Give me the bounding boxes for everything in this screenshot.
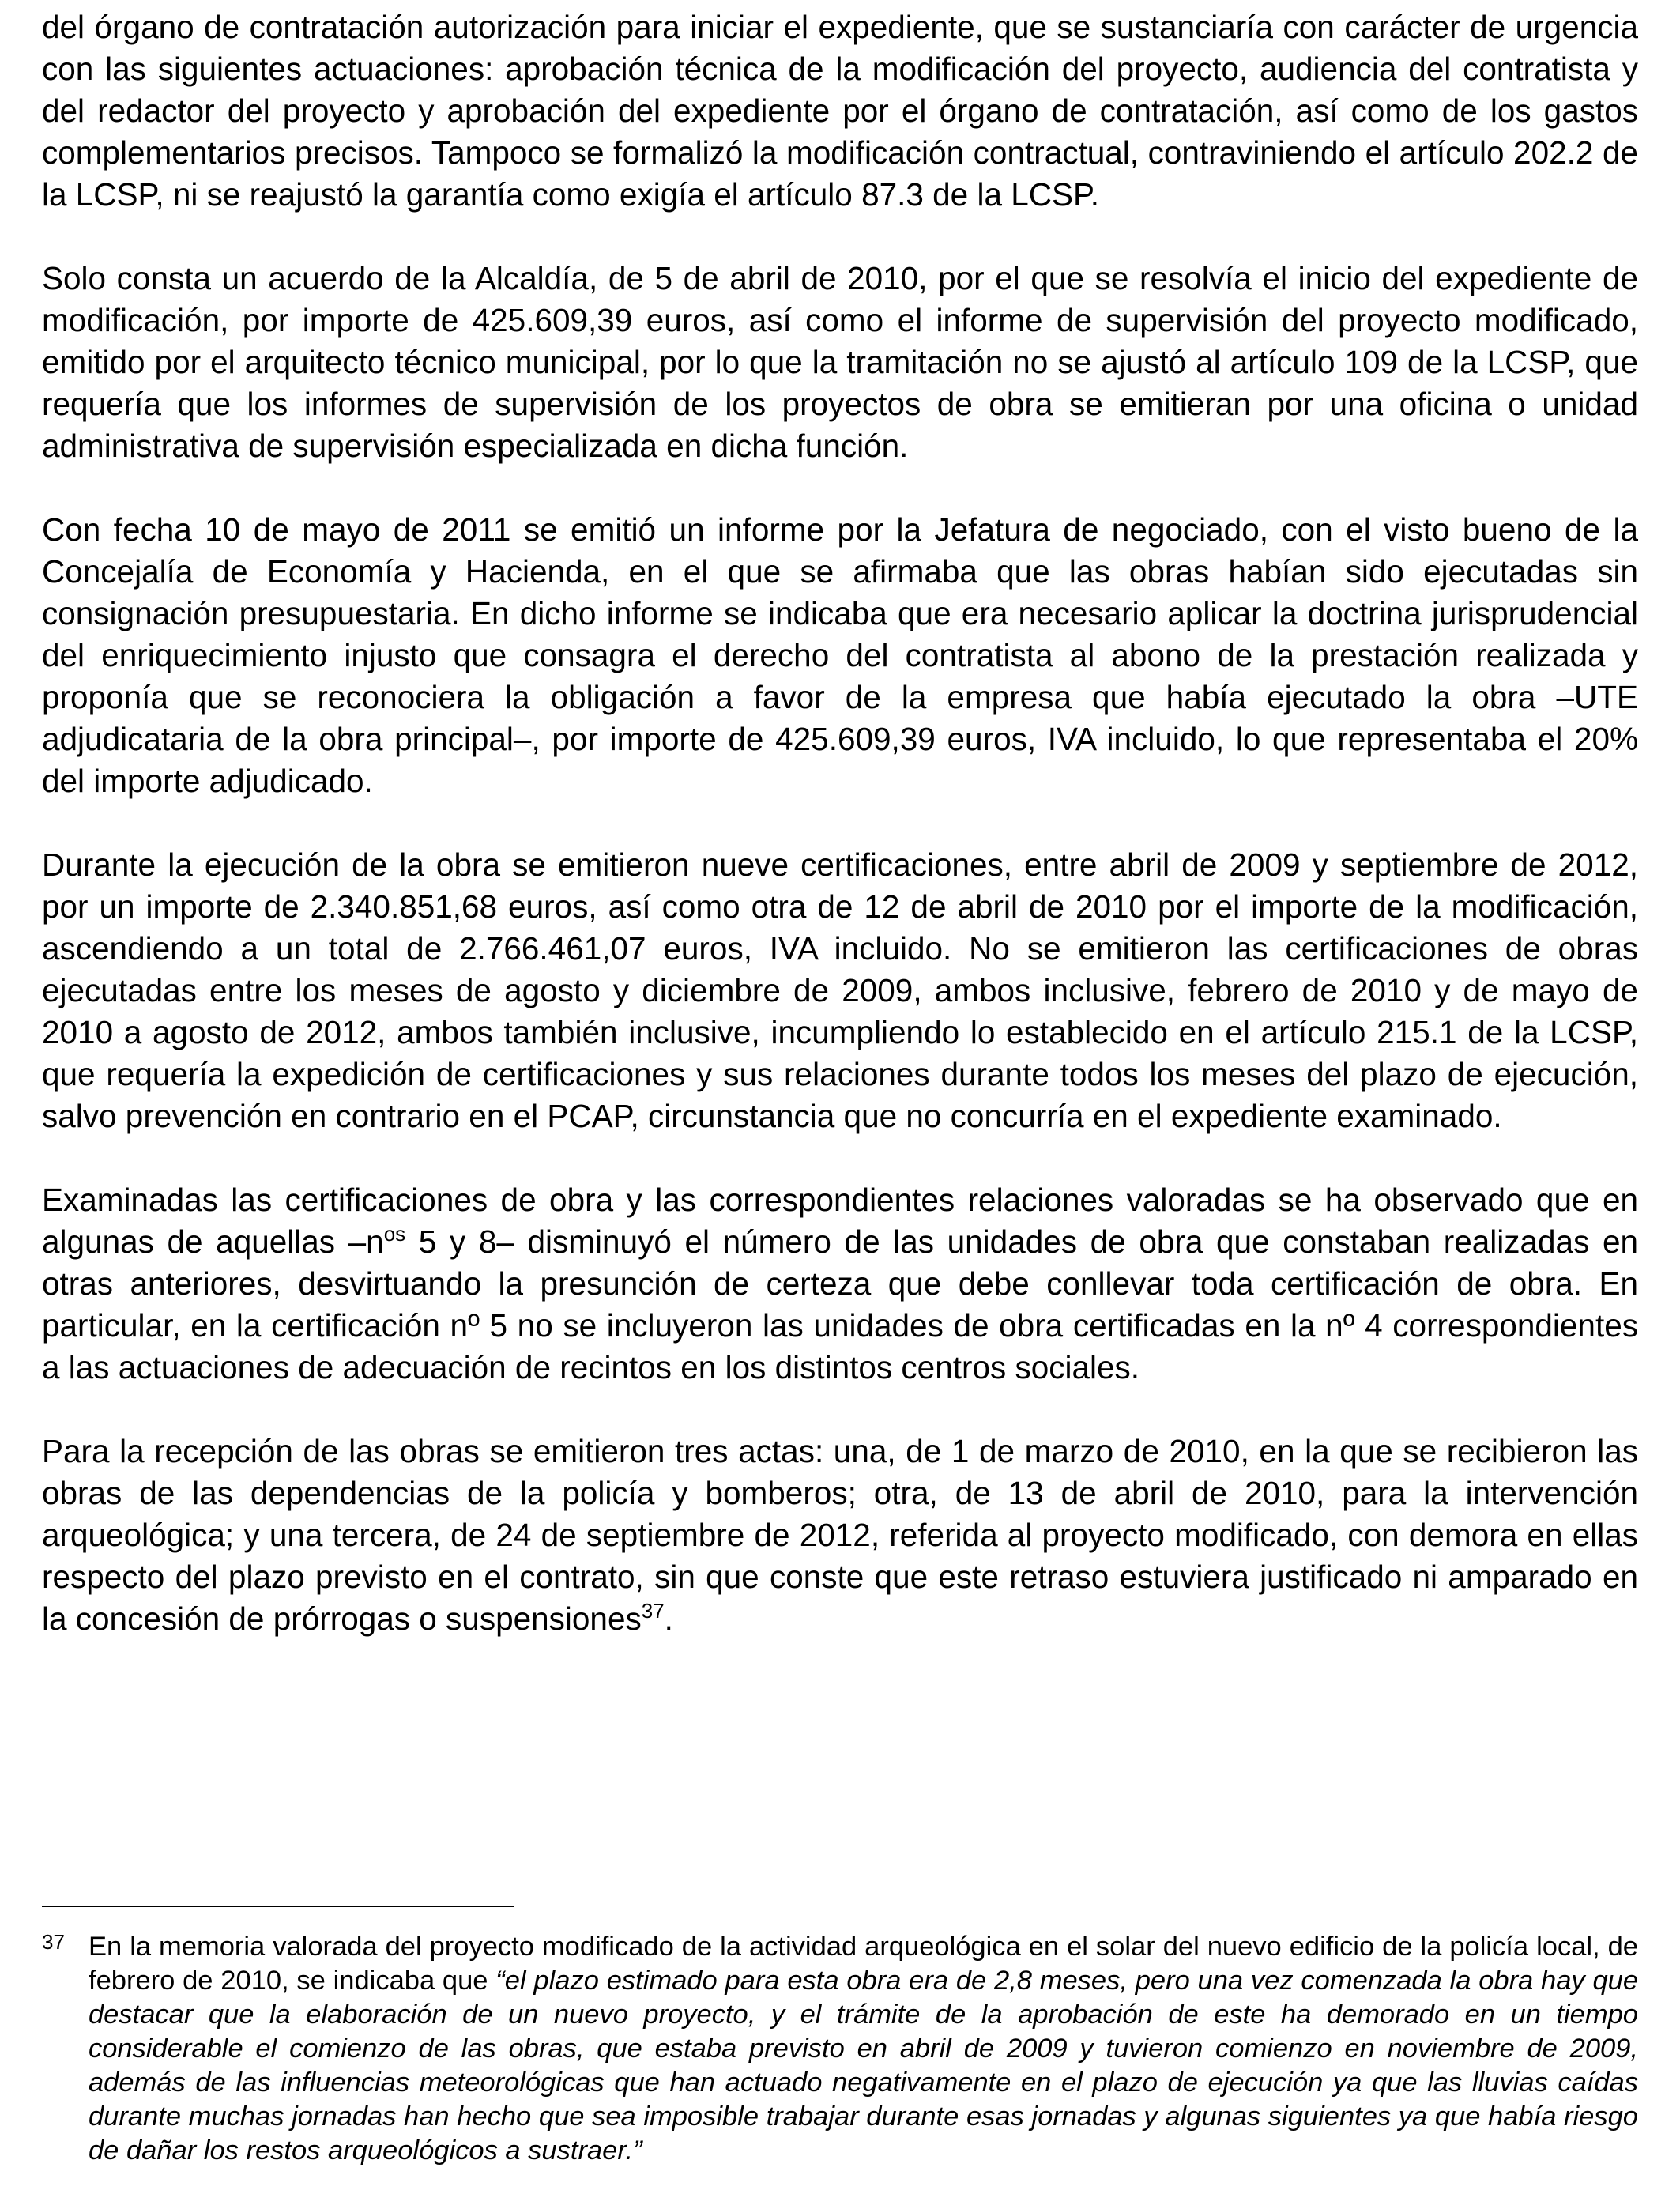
paragraph-2: Solo consta un acuerdo de la Alcaldía, de 5 de abril de 2010, por el que se resolvía el inicio del expediente de modificación, por importe de 425.609,39 euros, así como el informe de supervisión del proyecto modificado, emitido por el arquitecto técnico municipal, por lo que la tramitación no se ajustó al artículo 109 de la LCSP, que requería que los informes de supervisión de los proyectos de obra se emitieran por una oficina o unidad administrativa de supervisión especializada en dicha función.: [42, 260, 1638, 464]
paragraph-6: [42, 1431, 1638, 1640]
footnote-number: 37: [42, 1930, 65, 1954]
paragraph-5-text-before: Examinadas las certificaciones de obra y las correspondientes relaciones valoradas se ha observado que en algunas de aquellas –n: [42, 1182, 1638, 1260]
paragraph-4: Durante la ejecución de la obra se emitieron nueve certificaciones, entre abril de 2009 y septiembre de 2012, por un importe de 2.340.851,68 euros, así como otra de 12 de abril de 2010 por el importe de la modificación, ascendiendo a un total de 2.766.461,07 euros, IVA incluido. No se emitieron las certificaciones de obras ejecutadas entre los meses de agosto y diciembre de 2009, ambos inclusive, febrero de 2010 y de mayo de 2010 a agosto de 2012, ambos también inclusive, incumpliendo lo establecido en el artículo 215.1 de la LCSP, que requería la expedición de certificaciones y sus relaciones durante todos los meses del plazo de ejecución, salvo prevención en contrario en el PCAP, circunstancia que no concurría en el expediente examinado.: [42, 846, 1638, 1134]
body-text: [42, 6, 1638, 1640]
paragraph-5: [42, 1179, 1638, 1389]
paragraph-6-text-before: Para la recepción de las obras se emitieron tres actas: una, de 1 de marzo de 2010, en la que se recibieron las obras de las dependencias de la policía y bomberos; otra, de 13 de abril de 2010, para la intervención arqueológica; y una tercera, de 24 de septiembre de 2012, referida al proyecto modificado, con demora en ellas respecto del plazo previsto en el contrato, sin que conste que este retraso estuviera justificado ni amparado en la concesión de prórrogas o suspensiones: [42, 1433, 1638, 1637]
paragraph-6-text-after: .: [664, 1600, 673, 1637]
document-page: [42, 0, 1638, 2194]
paragraph-1: del órgano de contratación autorización para iniciar el expediente, que se sustanciaría con carácter de urgencia con las siguientes actuaciones: aprobación técnica de la modificación del proyecto, audiencia del contratista y del redactor del proyecto y aprobación del expediente por el órgano de contratación, así como de los gastos complementarios precisos. Tampoco se formalizó la modificación contractual, contraviniendo el artículo 202.2 de la LCSP, ni se reajustó la garantía como exigía el artículo 87.3 de la LCSP.: [42, 9, 1638, 213]
plural-number-superscript: os: [383, 1222, 406, 1246]
footnote-quote: “el plazo estimado para esta obra era de 2,8 meses, pero una vez comenzada la obra hay que destacar que la elaboración de un nuevo proyecto, y el trámite de la aprobación de este ha demorado en un tiempo considerable el comienzo de las obras, que estaba previsto en abril de 2009 y tuvieron comienzo en noviembre de 2009, además de las influencias meteorológicas que han actuado negativamente en el plazo de ejecución ya que las lluvias caídas durante muchas jornadas han hecho que sea imposible trabajar durante esas jornadas y algunas siguientes ya que había riesgo de dañar los restos arqueológicos a sustraer.”: [89, 1966, 1639, 2166]
footnote: [42, 1930, 1638, 2168]
footnote-separator: [42, 1906, 514, 1907]
footnote-text: [89, 1930, 1638, 2168]
footnote-reference[interactable]: 37: [641, 1599, 665, 1623]
paragraph-3: Con fecha 10 de mayo de 2011 se emitió un informe por la Jefatura de negociado, con el visto bueno de la Concejalía de Economía y Hacienda, en el que se afirmaba que las obras habían sido ejecutadas sin consignación presupuestaria. En dicho informe se indicaba que era necesario aplicar la doctrina jurisprudencial del enriquecimiento injusto que consagra el derecho del contratista al abono de la prestación realizada y proponía que se reconociera la obligación a favor de la empresa que había ejecutado la obra –UTE adjudicataria de la obra principal–, por importe de 425.609,39 euros, IVA incluido, lo que representaba el 20% del importe adjudicado.: [42, 511, 1638, 799]
footnote-intro: En la memoria valorada del proyecto modificado de la actividad arqueológica en el solar del nuevo edificio de la policía local, de febrero de 2010, se indicaba que: [89, 1932, 1638, 1996]
paragraph-5-text-after: 5 y 8– disminuyó el número de las unidades de obra que constaban realizadas en otras anteriores, desvirtuando la presunción de certeza que debe conllevar toda certificación de obra. En particular, en la certificación nº 5 no se incluyeron las unidades de obra certificadas en la nº 4 correspondientes a las actuaciones de adecuación de recintos en los distintos centros sociales.: [42, 1223, 1638, 1385]
